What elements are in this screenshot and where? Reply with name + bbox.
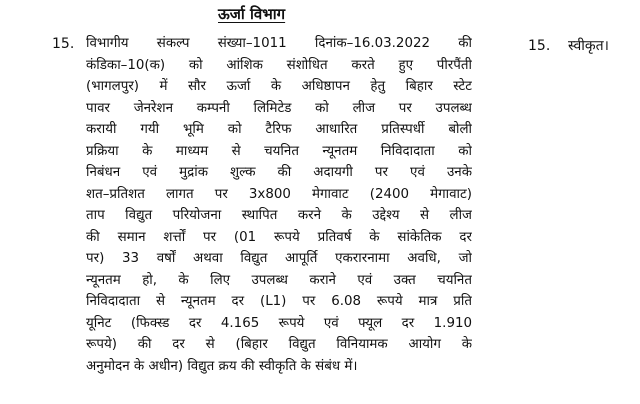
description-line: यूनिट (फिक्स्ड दर 4.165 रूपये एवं फ्यूल दर 1.910 bbox=[86, 315, 472, 331]
description-line: रूपये) की दर से (बिहार विद्युत विनियामक आयोग के bbox=[86, 337, 472, 352]
description-line: न्यूनतम हो, के लिए उपलब्ध कराने एवं उक्त चयनित bbox=[86, 272, 472, 288]
description-line: निविदादाता से न्यूनतम दर (L1) पर 6.08 रूपये मात्र प्रति bbox=[86, 294, 472, 309]
description-line: प्रक्रिया के माध्यम से चयनित न्यूनतम निविदादाता को bbox=[86, 143, 472, 159]
description-line: (भागलपुर) में सौर ऊर्जा के अधिष्ठापन हेतु बिहार स्टेट bbox=[86, 79, 472, 94]
decision-number: 15. bbox=[528, 38, 551, 54]
department-heading: ऊर्जा विभाग bbox=[218, 5, 286, 23]
item-description bbox=[86, 33, 472, 377]
decision-text: स्वीकृत। bbox=[568, 38, 609, 54]
description-line: की समान शर्त्तों पर (01 रूपये प्रतिवर्ष के सांकेतिक दर bbox=[86, 229, 472, 245]
description-line: विभागीय संकल्प संख्या–1011 दिनांक–16.03.2022 की bbox=[86, 36, 472, 51]
description-line: शत–प्रतिशत लागत पर 3x800 मेगावाट (2400 मेगावाट) bbox=[86, 186, 472, 202]
item-number: 15. bbox=[52, 36, 75, 52]
description-line: कंडिका–10(क) को आंशिक संशोधित करते हुए पीरपैंती bbox=[86, 57, 472, 73]
description-line: पर) 33 वर्षों अथवा विद्युत आपूर्ति एकरारनामा अवधि, जो bbox=[86, 251, 472, 266]
description-line: अनुमोदन के अधीन) विद्युत क्रय की स्वीकृति के संबंध में। bbox=[86, 358, 358, 374]
description-line: करायी गयी भूमि को टैरिफ आधारित प्रतिस्पर्धी बोली bbox=[86, 122, 472, 137]
description-line: पावर जेनरेशन कम्पनी लिमिटेड को लीज पर उपलब्ध bbox=[86, 100, 472, 116]
description-line: निबंधन एवं मुद्रांक शुल्क की अदायगी पर एवं उनके bbox=[86, 165, 472, 180]
description-line: ताप विद्युत परियोजना स्थापित करने के उद्देश्य से लीज bbox=[86, 208, 472, 223]
decision-column bbox=[528, 36, 609, 55]
